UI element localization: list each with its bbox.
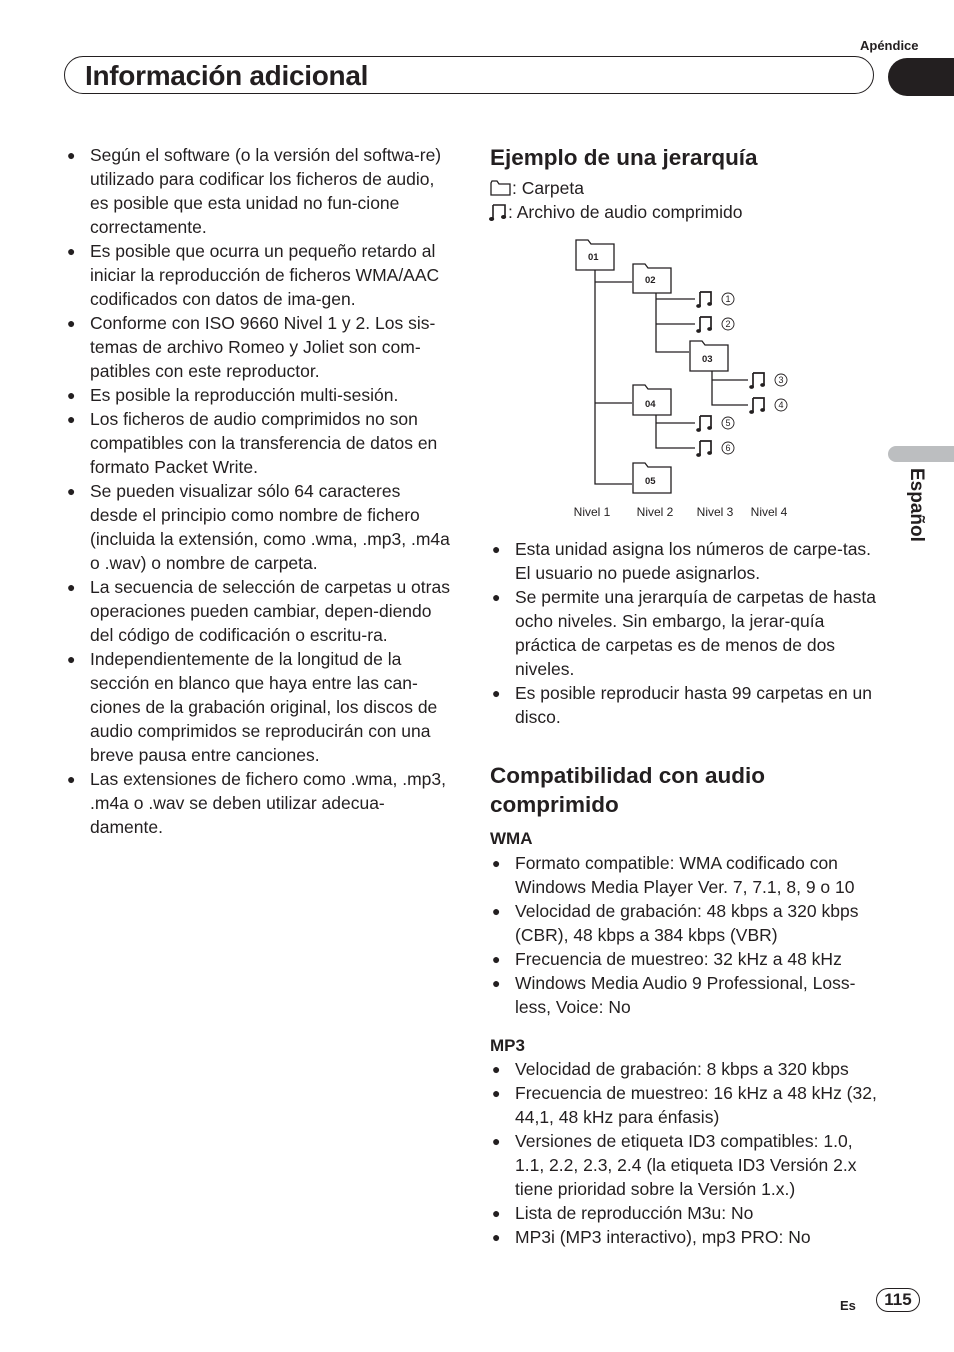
mp3-bullet-list [490,1057,885,1249]
language-tab-marker [888,446,954,462]
hierarchy-bullet-list [490,537,880,729]
bullet-icon: ● [492,1205,501,1221]
file-number: 6 [725,443,731,453]
bullet-icon: ● [492,1061,501,1077]
music-file-icon [749,373,765,389]
compat-heading: Compatibilidad con audio comprimido [490,763,765,817]
list-item: ● Frecuencia de muestreo: 32 kHz a 48 kHz [492,949,842,969]
section-label: Apéndice [860,38,919,53]
folder-label: 01 [588,252,599,263]
level-label: Nivel 3 [696,505,734,519]
list-item: ● Es posible la reproducción multi-sesión. [67,385,399,405]
bullet-icon: ● [492,855,501,871]
level-label: Nivel 1 [573,505,611,519]
bullet-icon: ● [492,903,501,919]
music-file-icon [749,398,765,414]
list-item: ● Los ficheros de audio comprimidos no son compatibles con la transferencia de datos en formato Packet Write. [67,409,438,477]
bullet-icon: ● [67,411,76,427]
list-item: ● Se pueden visualizar sólo 64 caracteres desde el principio como nombre de fichero (incluida la extensión, como .wma, .mp3, .m4a o .wav) o nombre de carpeta. [67,481,450,573]
file-number: 3 [778,375,784,385]
list-item: ● Formato compatible: WMA codificado con Windows Media Player Ver. 7, 7.1, 8, 9 o 10 [492,853,855,897]
bullet-icon: ● [492,1229,501,1245]
bullet-icon: ● [67,147,76,163]
list-item: ● Velocidad de grabación: 48 kbps a 320 kbps (CBR), 48 kbps a 384 kbps (VBR) [492,901,859,945]
wma-heading: WMA [490,829,533,848]
list-item: ● Es posible que ocurra un pequeño retardo al iniciar la reproducción de ficheros WMA/AAC codificados con datos de ima-gen. [67,241,440,309]
music-file-icon [696,416,712,432]
language-tab [885,468,941,548]
bullet-icon: ● [492,975,501,991]
legend-file: : Archivo de audio comprimido [488,200,742,224]
level-label: Nivel 4 [750,505,788,519]
legend-folder: : Carpeta [490,176,584,200]
list-item: ● Es posible reproducir hasta 99 carpetas en un disco. [492,683,873,727]
mp3-heading: MP3 [490,1036,525,1055]
list-item: ● Esta unidad asigna los números de carpe-tas. El usuario no puede asignarlos. [492,539,872,583]
footer-language-code: Es [840,1298,856,1313]
hierarchy-diagram [560,235,820,525]
music-file-icon [696,292,712,308]
bullet-icon: ● [492,589,501,605]
bullet-icon: ● [492,1085,501,1101]
music-file-icon [696,317,712,333]
level-label: Nivel 2 [636,505,674,519]
bullet-icon: ● [67,483,76,499]
list-item: ● Conforme con ISO 9660 Nivel 1 y 2. Los sis-temas de archivo Romeo y Joliet son com-patibles con este reproductor. [67,313,436,381]
language-tab-label: Español [906,468,927,542]
file-number: 4 [778,400,784,410]
file-number: 1 [725,294,731,304]
folder-icon [490,179,512,197]
list-item: ● Versiones de etiqueta ID3 compatibles: 1.0, 1.1, 2.2, 2.3, 2.4 (la etiqueta ID3 Versión 2.x tiene prioridad sobre la Versión 1.x.) [492,1131,857,1199]
list-item: ● Lista de reproducción M3u: No [492,1203,754,1223]
bullet-icon: ● [492,685,501,701]
list-item: ● Se permite una jerarquía de carpetas de hasta ocho niveles. Sin embargo, la jerar-quía práctica de carpetas es de menos de dos niveles. [492,587,876,679]
wma-bullet-list [490,851,885,1019]
page-number: 115 [884,1290,912,1309]
page-title: Información adicional [85,60,369,91]
list-item: ● Windows Media Audio 9 Professional, Loss-less, Voice: No [492,973,856,1017]
bullet-icon: ● [492,951,501,967]
list-item: ● Independientemente de la longitud de la sección en blanco que haya entre las can-ciones de la grabación original, los discos de audio comprimidos se reproducirán con una breve pausa entre canciones. [67,649,438,765]
folder-label: 05 [645,476,656,487]
bullet-icon: ● [67,771,76,787]
left-bullet-list [65,143,455,839]
music-file-icon [696,441,712,457]
list-item: ● MP3i (MP3 interactivo), mp3 PRO: No [492,1227,811,1247]
bullet-icon: ● [492,541,501,557]
bullet-icon: ● [67,579,76,595]
hierarchy-heading: Ejemplo de una jerarquía [490,145,758,170]
music-file-icon [488,202,508,222]
chapter-tab [888,58,954,96]
bullet-icon: ● [67,651,76,667]
file-number: 5 [725,418,731,428]
list-item: ● La secuencia de selección de carpetas u otras operaciones pueden cambiar, depen-diendo del código de codificación o escritu-ra. [67,577,450,645]
bullet-icon: ● [67,315,76,331]
folder-label: 03 [702,354,713,365]
folder-label: 02 [645,275,656,286]
bullet-icon: ● [492,1133,501,1149]
list-item: ● Las extensiones de fichero como .wma, .mp3, .m4a o .wav se deben utilizar adecua-damente. [67,769,447,837]
list-item: ● Según el software (o la versión del softwa-re) utilizado para codificar los ficheros de audio, es posible que esta unidad no fun-cione correctamente. [67,145,442,237]
list-item: ● Velocidad de grabación: 8 kbps a 320 kbps [492,1059,849,1079]
list-item: ● Frecuencia de muestreo: 16 kHz a 48 kHz (32, 44,1, 48 kHz para énfasis) [492,1083,877,1127]
bullet-icon: ● [67,243,76,259]
file-number: 2 [725,319,731,329]
bullet-icon: ● [67,387,76,403]
folder-label: 04 [645,399,656,410]
